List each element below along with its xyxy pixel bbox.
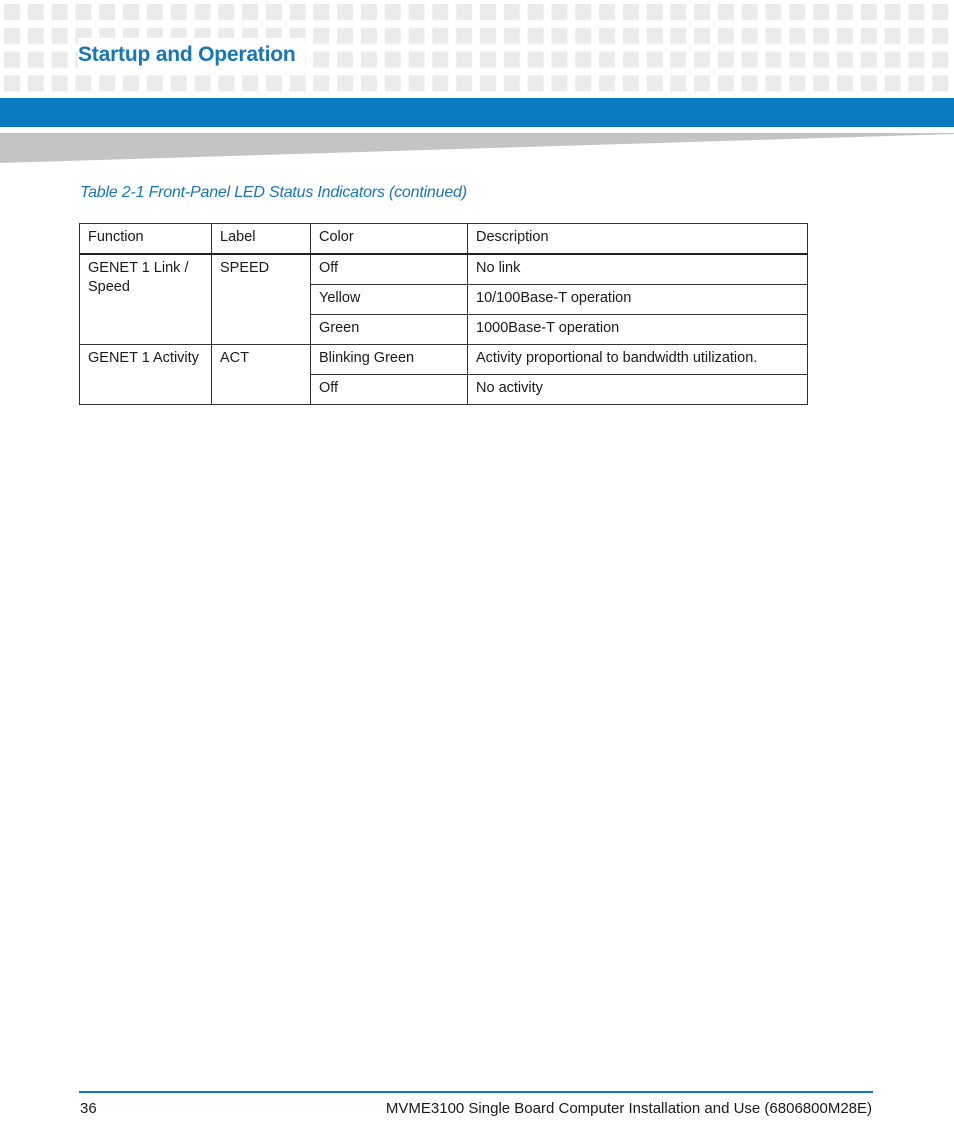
- header-description: Description: [468, 224, 808, 255]
- color-cell: Off: [311, 375, 468, 405]
- table-caption: Table 2-1 Front-Panel LED Status Indicators (continued): [80, 184, 467, 201]
- description-cell: No link: [468, 254, 808, 285]
- description-cell: No activity: [468, 375, 808, 405]
- table-row: [80, 345, 808, 375]
- document-title: MVME3100 Single Board Computer Installation and Use (6806800M28E): [385, 1100, 872, 1117]
- label-cell: ACT: [212, 345, 311, 405]
- table-header-row: [80, 224, 808, 255]
- header-blue-bar: [0, 98, 954, 127]
- footer-rule: [79, 1091, 873, 1093]
- header-color: Color: [311, 224, 468, 255]
- description-cell: 10/100Base-T operation: [468, 285, 808, 315]
- page-number: 36: [80, 1100, 97, 1117]
- table-row: [80, 254, 808, 285]
- description-cell: Activity proportional to bandwidth utilization.: [468, 345, 808, 375]
- color-cell: Green: [311, 315, 468, 345]
- description-cell: 1000Base-T operation: [468, 315, 808, 345]
- color-cell: Yellow: [311, 285, 468, 315]
- led-status-table: [79, 223, 808, 405]
- function-cell: GENET 1 Link / Speed: [80, 254, 212, 345]
- header-function: Function: [80, 224, 212, 255]
- function-cell: GENET 1 Activity: [80, 345, 212, 405]
- label-cell: SPEED: [212, 254, 311, 345]
- header-grey-wedge: [0, 127, 954, 163]
- section-title: Startup and Operation: [78, 38, 305, 72]
- header-label: Label: [212, 224, 311, 255]
- color-cell: Blinking Green: [311, 345, 468, 375]
- color-cell: Off: [311, 254, 468, 285]
